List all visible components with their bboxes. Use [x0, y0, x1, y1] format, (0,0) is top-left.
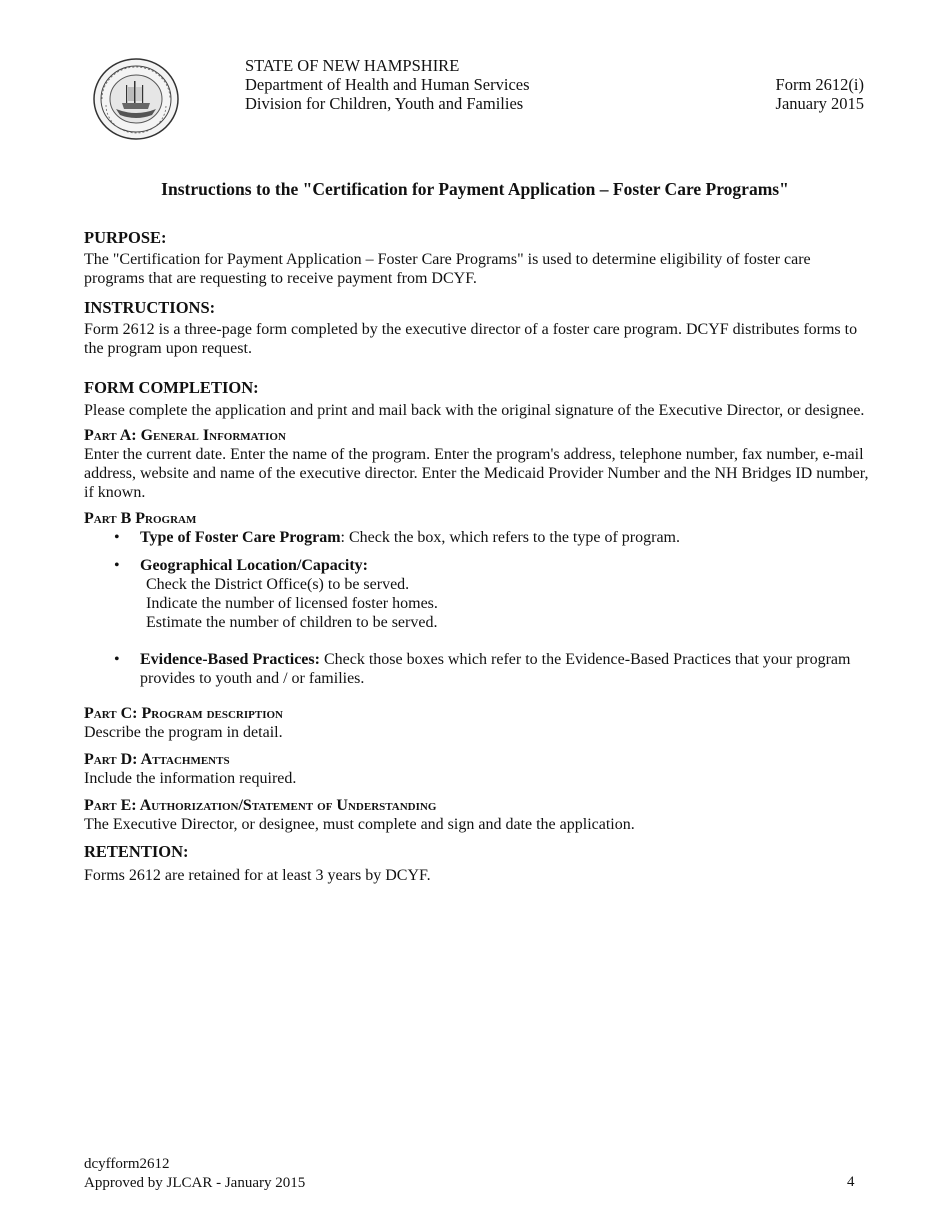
part-d-heading: Part D: Attachments — [84, 751, 230, 768]
division-name: Division for Children, Youth and Families — [245, 94, 524, 113]
footer — [84, 1155, 305, 1193]
bullet-sub-line: Estimate the number of children to be served. — [146, 614, 438, 631]
instructions-text: Form 2612 is a three-page form completed by the executive director of a foster care program. DCYF distributes forms to the program upon request. — [84, 321, 858, 357]
state-seal-icon — [92, 57, 180, 141]
list-item — [84, 528, 874, 547]
bullet-sub-line: Check the District Office(s) to be served. — [146, 576, 410, 593]
list-item — [84, 650, 874, 688]
footer-approval: Approved by JLCAR - January 2015 — [84, 1175, 306, 1191]
part-e-heading: Part E: Authorization/Statement of Understanding — [84, 797, 437, 814]
bullet-label: Geographical Location/Capacity: — [140, 557, 368, 574]
instructions-heading: INSTRUCTIONS: — [84, 298, 216, 317]
bullet-glyph: • — [114, 529, 120, 546]
form-number: Form 2612(i) — [775, 75, 864, 94]
retention-text: Forms 2612 are retained for at least 3 years by DCYF. — [84, 867, 431, 884]
agency-header — [245, 56, 530, 113]
form-completion-heading: FORM COMPLETION: — [84, 378, 259, 397]
part-e-text: The Executive Director, or designee, must complete and sign and date the application. — [84, 816, 635, 833]
bullet-label: Type of Foster Care Program — [140, 529, 341, 546]
bullet-text: : Check the box, which refers to the type of program. — [340, 529, 680, 546]
bullet-glyph: • — [114, 557, 120, 574]
bullet-text: Check those boxes which refer to the Evidence-Based Practices that your program provides to youth and / or families. — [140, 651, 851, 687]
part-b-heading: Part B Program — [84, 510, 197, 527]
part-d-text: Include the information required. — [84, 770, 297, 787]
bullet-label: Evidence-Based Practices: — [140, 651, 320, 668]
purpose-text: The "Certification for Payment Application – Foster Care Programs" is used to determine eligibility of foster care programs that are requesting to receive payment from DCYF. — [84, 251, 811, 287]
document-body — [84, 228, 874, 885]
part-a-text: Enter the current date. Enter the name of the program. Enter the program's address, telephone number, fax number, e-mail address, website and name of the executive director. Enter the Medicaid Provider Number and the NH Bridges ID number, if known. — [84, 446, 869, 501]
form-completion-text: Please complete the application and print and mail back with the original signature of the Executive Director, or designee. — [84, 402, 865, 419]
department-name: Department of Health and Human Services — [245, 75, 530, 94]
part-a-heading: Part A: General Information — [84, 427, 286, 444]
form-date: January 2015 — [775, 94, 864, 113]
purpose-heading: PURPOSE: — [84, 228, 167, 247]
footer-form-code: dcyfform2612 — [84, 1156, 170, 1172]
bullet-sub-line: Indicate the number of licensed foster homes. — [146, 595, 438, 612]
page-title: Instructions to the "Certification for Payment Application – Foster Care Programs" — [161, 179, 789, 199]
retention-heading: RETENTION: — [84, 842, 189, 861]
page-number: 4 — [847, 1174, 855, 1190]
state-name: STATE OF NEW HAMPSHIRE — [245, 56, 460, 75]
form-info — [776, 75, 864, 113]
part-c-heading: Part C: Program description — [84, 705, 283, 722]
bullet-glyph: • — [114, 651, 120, 668]
part-c-text: Describe the program in detail. — [84, 724, 283, 741]
list-item — [84, 556, 874, 632]
